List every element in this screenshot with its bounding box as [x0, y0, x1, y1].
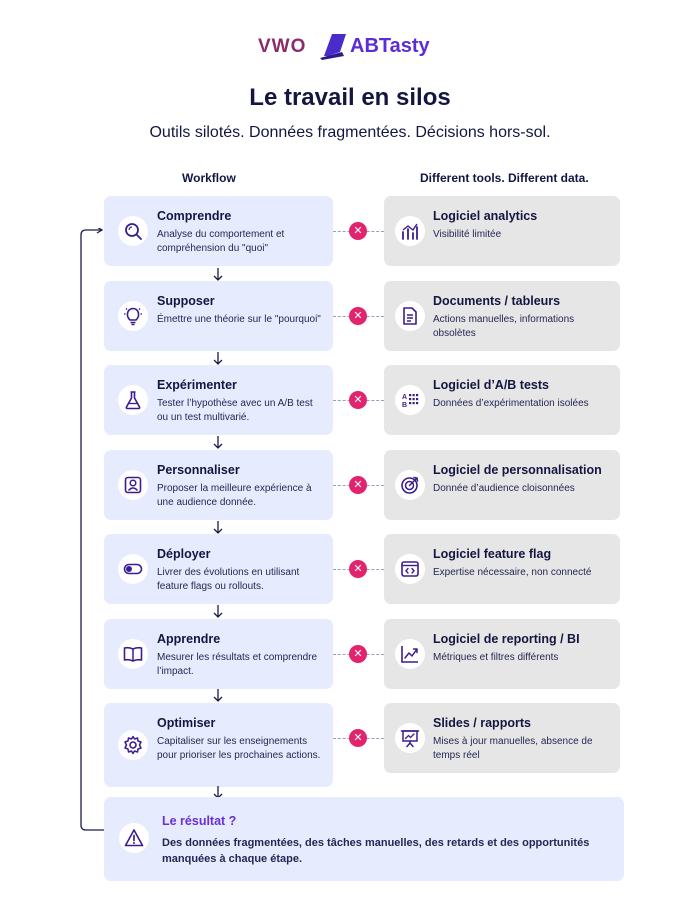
feedback-loop-arrow — [80, 228, 104, 832]
book-icon — [118, 639, 148, 669]
page-subtitle: Outils silotés. Données fragmentées. Décisions hors-sol. — [149, 124, 551, 141]
step-title: Optimiser — [157, 716, 216, 730]
result-title: Le résultat ? — [162, 814, 237, 828]
disconnect-x-icon: ✕ — [349, 391, 367, 409]
down-arrow-icon — [212, 605, 224, 619]
warning-icon — [119, 823, 149, 853]
tool-description: Mises à jour manuelles, absence de temps réel — [433, 736, 593, 761]
tool-title: Documents / tableurs — [433, 294, 561, 308]
step-title: Expérimenter — [157, 378, 237, 392]
tool-title: Logiciel analytics — [433, 209, 538, 223]
disconnect-x-icon: ✕ — [349, 645, 367, 663]
disconnect-x-icon: ✕ — [349, 307, 367, 325]
tool-description: Métriques et filtres différents — [433, 652, 559, 663]
user-profile-icon — [118, 470, 148, 500]
disconnect-x-icon: ✕ — [349, 729, 367, 747]
step-title: Déployer — [157, 547, 211, 561]
workflow-column-header: Workflow — [182, 171, 236, 185]
workflow-step-experimenter — [104, 365, 333, 435]
tool-description: Données d’expérimentation isolées — [433, 398, 589, 409]
step-title: Personnaliser — [157, 463, 240, 477]
down-arrow-icon — [212, 352, 224, 366]
workflow-step-deployer — [104, 534, 333, 604]
tool-ab-tests — [384, 365, 620, 435]
down-arrow-icon — [212, 689, 224, 703]
down-arrow-icon — [212, 521, 224, 535]
step-description: Proposer la meilleure expérience à une audience donnée. — [157, 483, 312, 508]
target-icon — [395, 470, 425, 500]
tool-description: Actions manuelles, informations obsolètes — [433, 314, 575, 339]
search-icon — [118, 216, 148, 246]
svg-text:A: A — [402, 394, 408, 401]
workflow-step-comprendre — [104, 196, 333, 266]
down-arrow-icon — [212, 268, 224, 282]
step-description: Mesurer les résultats et comprendre l’impact. — [157, 652, 318, 677]
presentation-icon — [395, 723, 425, 753]
step-description: Émettre une théorie sur le "pourquoi" — [157, 314, 321, 325]
gear-icon — [118, 730, 148, 760]
svg-text:B: B — [402, 402, 408, 409]
document-icon — [395, 301, 425, 331]
disconnect-x-icon: ✕ — [349, 560, 367, 578]
tool-reporting-bi — [384, 619, 620, 689]
tool-description: Expertise nécessaire, non connecté — [433, 567, 592, 578]
tool-personnalisation — [384, 450, 620, 520]
step-description: Livrer des évolutions en utilisant feature flags ou rollouts. — [157, 567, 300, 592]
trend-chart-icon — [395, 639, 425, 669]
disconnect-x-icon: ✕ — [349, 476, 367, 494]
workflow-step-personnaliser — [104, 450, 333, 520]
ab-test-icon — [395, 385, 425, 415]
vwo-logo: VWO — [258, 36, 307, 57]
workflow-step-apprendre — [104, 619, 333, 689]
tool-documents — [384, 281, 620, 351]
brand-logos — [0, 28, 700, 62]
step-title: Comprendre — [157, 209, 232, 223]
workflow-step-supposer — [104, 281, 333, 351]
tool-description: Donnée d’audience cloisonnées — [433, 483, 575, 494]
toggle-icon — [118, 554, 148, 584]
tool-slides-rapports — [384, 703, 620, 773]
step-description: Tester l’hypothèse avec un A/B test ou un test multivarié. — [157, 398, 313, 423]
result-panel — [104, 797, 624, 881]
tool-title: Slides / rapports — [433, 716, 531, 730]
tool-description: Visibilité limitée — [433, 229, 502, 240]
analytics-icon — [395, 216, 425, 246]
result-description: Des données fragmentées, des tâches manuelles, des retards et des opportunités manquées à chaque étape. — [162, 837, 590, 865]
lightbulb-icon — [118, 301, 148, 331]
tool-analytics — [384, 196, 620, 266]
step-title: Apprendre — [157, 632, 221, 646]
down-arrow-icon — [212, 436, 224, 450]
abtasty-logo: ABTasty — [350, 35, 430, 57]
step-description: Analyse du comportement et compréhension du "quoi" — [157, 229, 285, 254]
flask-icon — [118, 385, 148, 415]
disconnect-x-icon: ✕ — [349, 222, 367, 240]
code-window-icon — [395, 554, 425, 584]
tool-title: Logiciel d’A/B tests — [433, 378, 549, 392]
tool-title: Logiciel de reporting / BI — [433, 632, 580, 646]
tool-title: Logiciel feature flag — [433, 547, 552, 561]
page-title: Le travail en silos — [249, 84, 451, 111]
tool-title: Logiciel de personnalisation — [433, 463, 602, 477]
tool-feature-flag — [384, 534, 620, 604]
step-title: Supposer — [157, 294, 215, 308]
step-description: Capitaliser sur les enseignements pour prioriser les prochaines actions. — [157, 736, 321, 761]
workflow-step-optimiser — [104, 703, 333, 787]
tools-column-header: Different tools. Different data. — [420, 171, 589, 185]
